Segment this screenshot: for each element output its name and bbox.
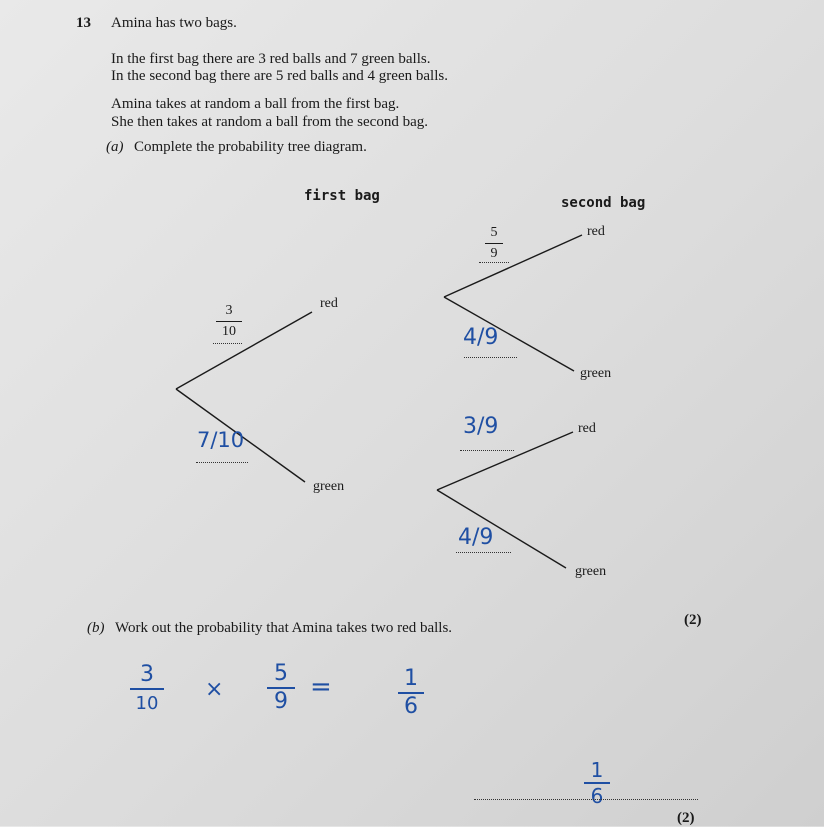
part-a-text: Complete the probability tree diagram. [134,139,367,155]
upper-red-label: red [587,224,605,239]
first-green-label: green [313,479,345,494]
working-f2-den: 9 [274,689,288,714]
first-red-prob-num: 3 [225,303,233,318]
answer-line [474,799,698,800]
lower-green-label: green [575,564,607,579]
upper-green-label: green [580,366,612,381]
branch-first-red [176,312,312,389]
second-bag-heading: second bag [561,195,646,211]
bag1-info: In the first bag there are 3 red balls and 7 green balls. [111,51,431,67]
working-result [398,668,424,718]
branch-lower-red [437,432,573,490]
branch-lower-green [437,490,566,568]
branch-upper-red [444,235,582,297]
first-red-prob-den: 10 [222,324,236,339]
upper-red-prob-den: 9 [490,246,498,261]
first-red-label: red [320,296,338,311]
upper-red-answer-line [479,262,509,263]
answer-den: 6 [590,784,604,808]
upper-red-probability [485,226,503,261]
working-r-num: 1 [404,666,418,691]
lower-green-answer-line [456,552,511,553]
first-green-probability[interactable]: 7/10 [197,428,245,452]
question-intro: Amina has two bags. [111,15,237,31]
lower-red-answer-line [460,450,514,451]
first-red-probability [216,304,242,339]
first-red-answer-line [213,343,242,344]
question-number: 13 [76,15,91,31]
part-b-label: (b) [87,620,105,636]
working-f1-den: 10 [135,693,159,714]
upper-green-probability[interactable]: 4/9 [463,325,499,350]
part-a-label: (a) [106,139,124,155]
working-f2-num: 5 [274,661,288,686]
lower-red-label: red [578,421,596,436]
answer-num: 1 [590,758,604,782]
draw1-text: Amina takes at random a ball from the first bag. [111,96,400,112]
bag2-info: In the second bag there are 5 red balls and 4 green balls. [111,68,448,84]
working-times: × [205,677,224,702]
upper-red-prob-num: 5 [490,225,498,240]
lower-red-probability[interactable]: 3/9 [463,414,499,439]
first-bag-heading: first bag [304,188,380,204]
working-equals: = [310,672,332,702]
lower-green-probability[interactable]: 4/9 [458,525,494,550]
part-b-marks: (2) [677,810,695,826]
working-f1-num: 3 [140,662,154,687]
upper-green-answer-line [464,357,517,358]
draw2-text: She then takes at random a ball from the second bag. [111,114,428,130]
working-fraction-1 [130,664,164,714]
first-green-answer-line [196,462,248,463]
working-r-den: 6 [404,694,418,719]
part-a-marks: (2) [684,612,702,628]
part-b-text: Work out the probability that Amina takes two red balls. [115,620,453,636]
working-fraction-2 [267,663,295,713]
